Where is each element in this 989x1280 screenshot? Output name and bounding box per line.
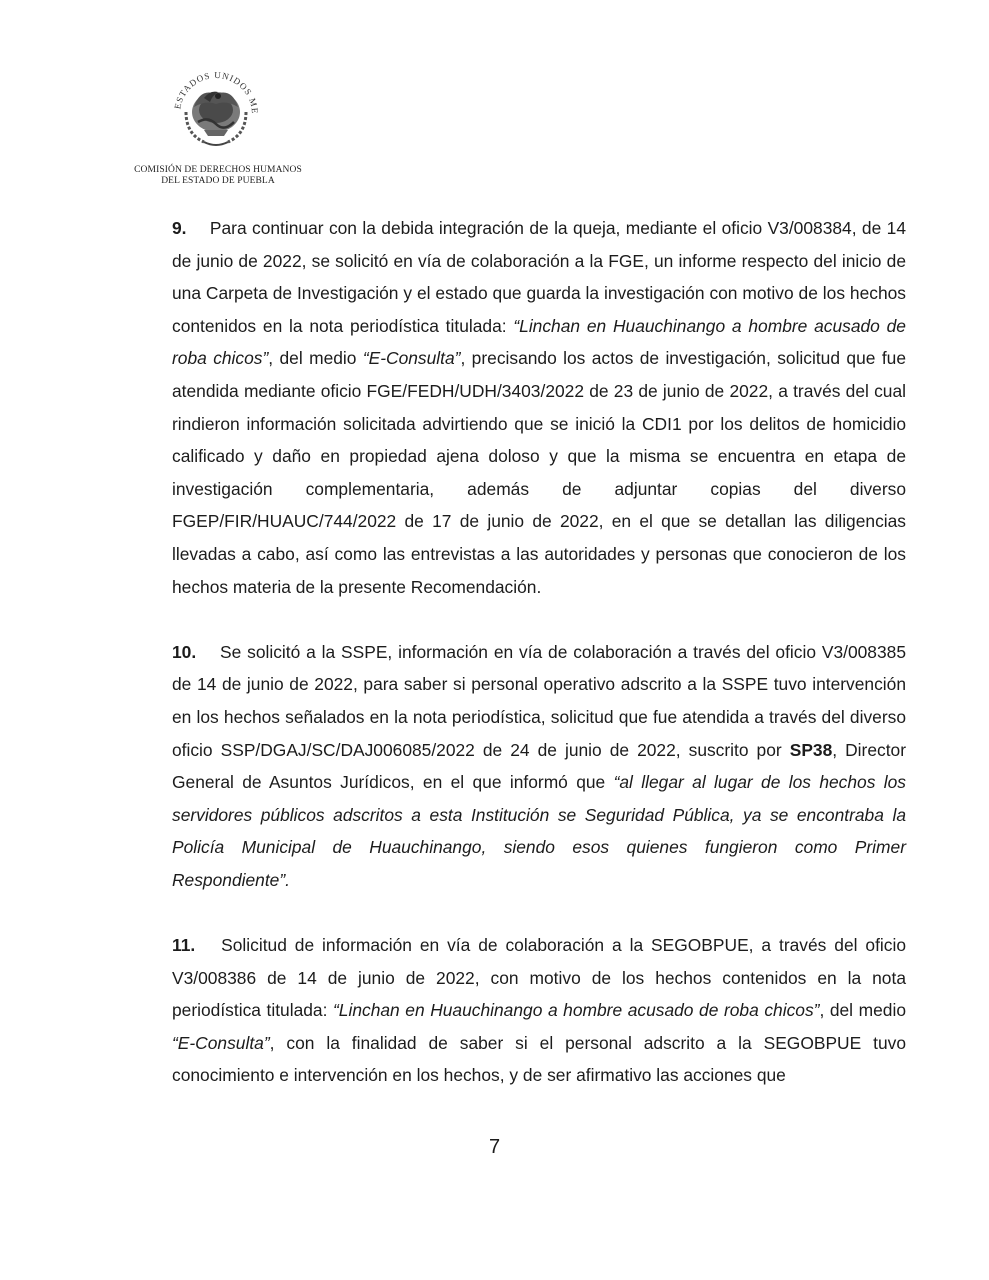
quoted-title: “Linchan en Huauchinango a hombre acusado de roba chicos” bbox=[333, 1000, 820, 1021]
institution-name-line1: COMISIÓN DE DERECHOS HUMANOS bbox=[134, 165, 302, 175]
paragraph-text: , Director General de Asuntos Jurídicos, en el que informó que bbox=[172, 739, 906, 793]
paragraph-10 bbox=[172, 636, 906, 897]
paragraph-text: Para continuar con la debida integración de la queja, mediante el oficio V3/008384, de 14 de junio de 2022, se solicitó en vía de colaboración a la FGE, un informe respecto del inicio de una Carpeta de Investigación y el estado que guarda la investigación con motivo de los hechos contenidos en la nota periodística titulada: bbox=[172, 218, 906, 336]
seal-legend: ESTADOS UNIDOS ME bbox=[172, 69, 261, 115]
document-body bbox=[172, 212, 906, 1125]
paragraph-number: 10. bbox=[172, 641, 197, 662]
media-name: “E-Consulta” bbox=[362, 348, 461, 369]
national-seal bbox=[160, 52, 272, 164]
paragraph-text: , del medio bbox=[819, 1000, 906, 1021]
institution-name bbox=[108, 165, 328, 187]
paragraph-text: , del medio bbox=[268, 348, 363, 369]
media-name: “E-Consulta” bbox=[172, 1032, 270, 1053]
quoted-statement: “al llegar al lugar de los hechos los servidores públicos adscritos a esta Institución se Seguridad Pública, ya se encontraba la Policía Municipal de Huauchinango, siendo esos quienes fungieron como Primer Respondiente”. bbox=[172, 772, 906, 890]
paragraph-number: 11. bbox=[172, 935, 196, 956]
official-code: SP38 bbox=[789, 739, 833, 760]
paragraph-number: 9. bbox=[172, 218, 187, 238]
paragraph-11 bbox=[172, 929, 906, 1092]
paragraph-text: Solicitud de información en vía de colaboración a la SEGOBPUE, a través del oficio V3/008386 de 14 de junio de 2022, con motivo de los hechos contenidos en la nota periodística titulada: bbox=[172, 935, 906, 1021]
paragraph-text: , precisando los actos de investigación, solicitud que fue atendida mediante oficio FGE/FEDH/UDH/3403/2022 de 23 de junio de 2022, a través del cual rindieron información solicitada advirtiendo que se inició la CDI1 por los delitos de homicidio calificado y daño en propiedad ajena doloso y que la misma se encuentra en etapa de investigación complementaria, además de adjuntar copias del diverso FGEP/FIR/HUAUC/744/2022 de 17 de junio de 2022, en el que se detallan las diligencias llevadas a cabo, así como las entrevistas a las autoridades y personas que conocieron de los hechos materia de la presente Recomendación. bbox=[172, 348, 906, 597]
paragraph-text: , con la finalidad de saber si el personal adscrito a la SEGOBPUE tuvo conocimiento e intervención en los hechos, y de ser afirmativo las acciones que bbox=[172, 1032, 906, 1086]
quoted-title: “Linchan en Huauchinango a hombre acusado de roba chicos” bbox=[172, 315, 906, 369]
institution-name-line2: DEL ESTADO DE PUEBLA bbox=[161, 176, 275, 186]
paragraph-text: Se solicitó a la SSPE, información en vía de colaboración a través del oficio V3/008385 de 14 de junio de 2022, para saber si personal operativo adscrito a la SSPE tuvo intervención en los hechos señalados en la nota periodística, solicitud que fue atendida a través del diverso oficio SSP/DGAJ/SC/DAJ006085/2022 de 24 de junio de 2022, suscrito por bbox=[172, 641, 906, 760]
page-number: 7 bbox=[488, 1136, 501, 1158]
paragraph-9 bbox=[172, 212, 906, 603]
